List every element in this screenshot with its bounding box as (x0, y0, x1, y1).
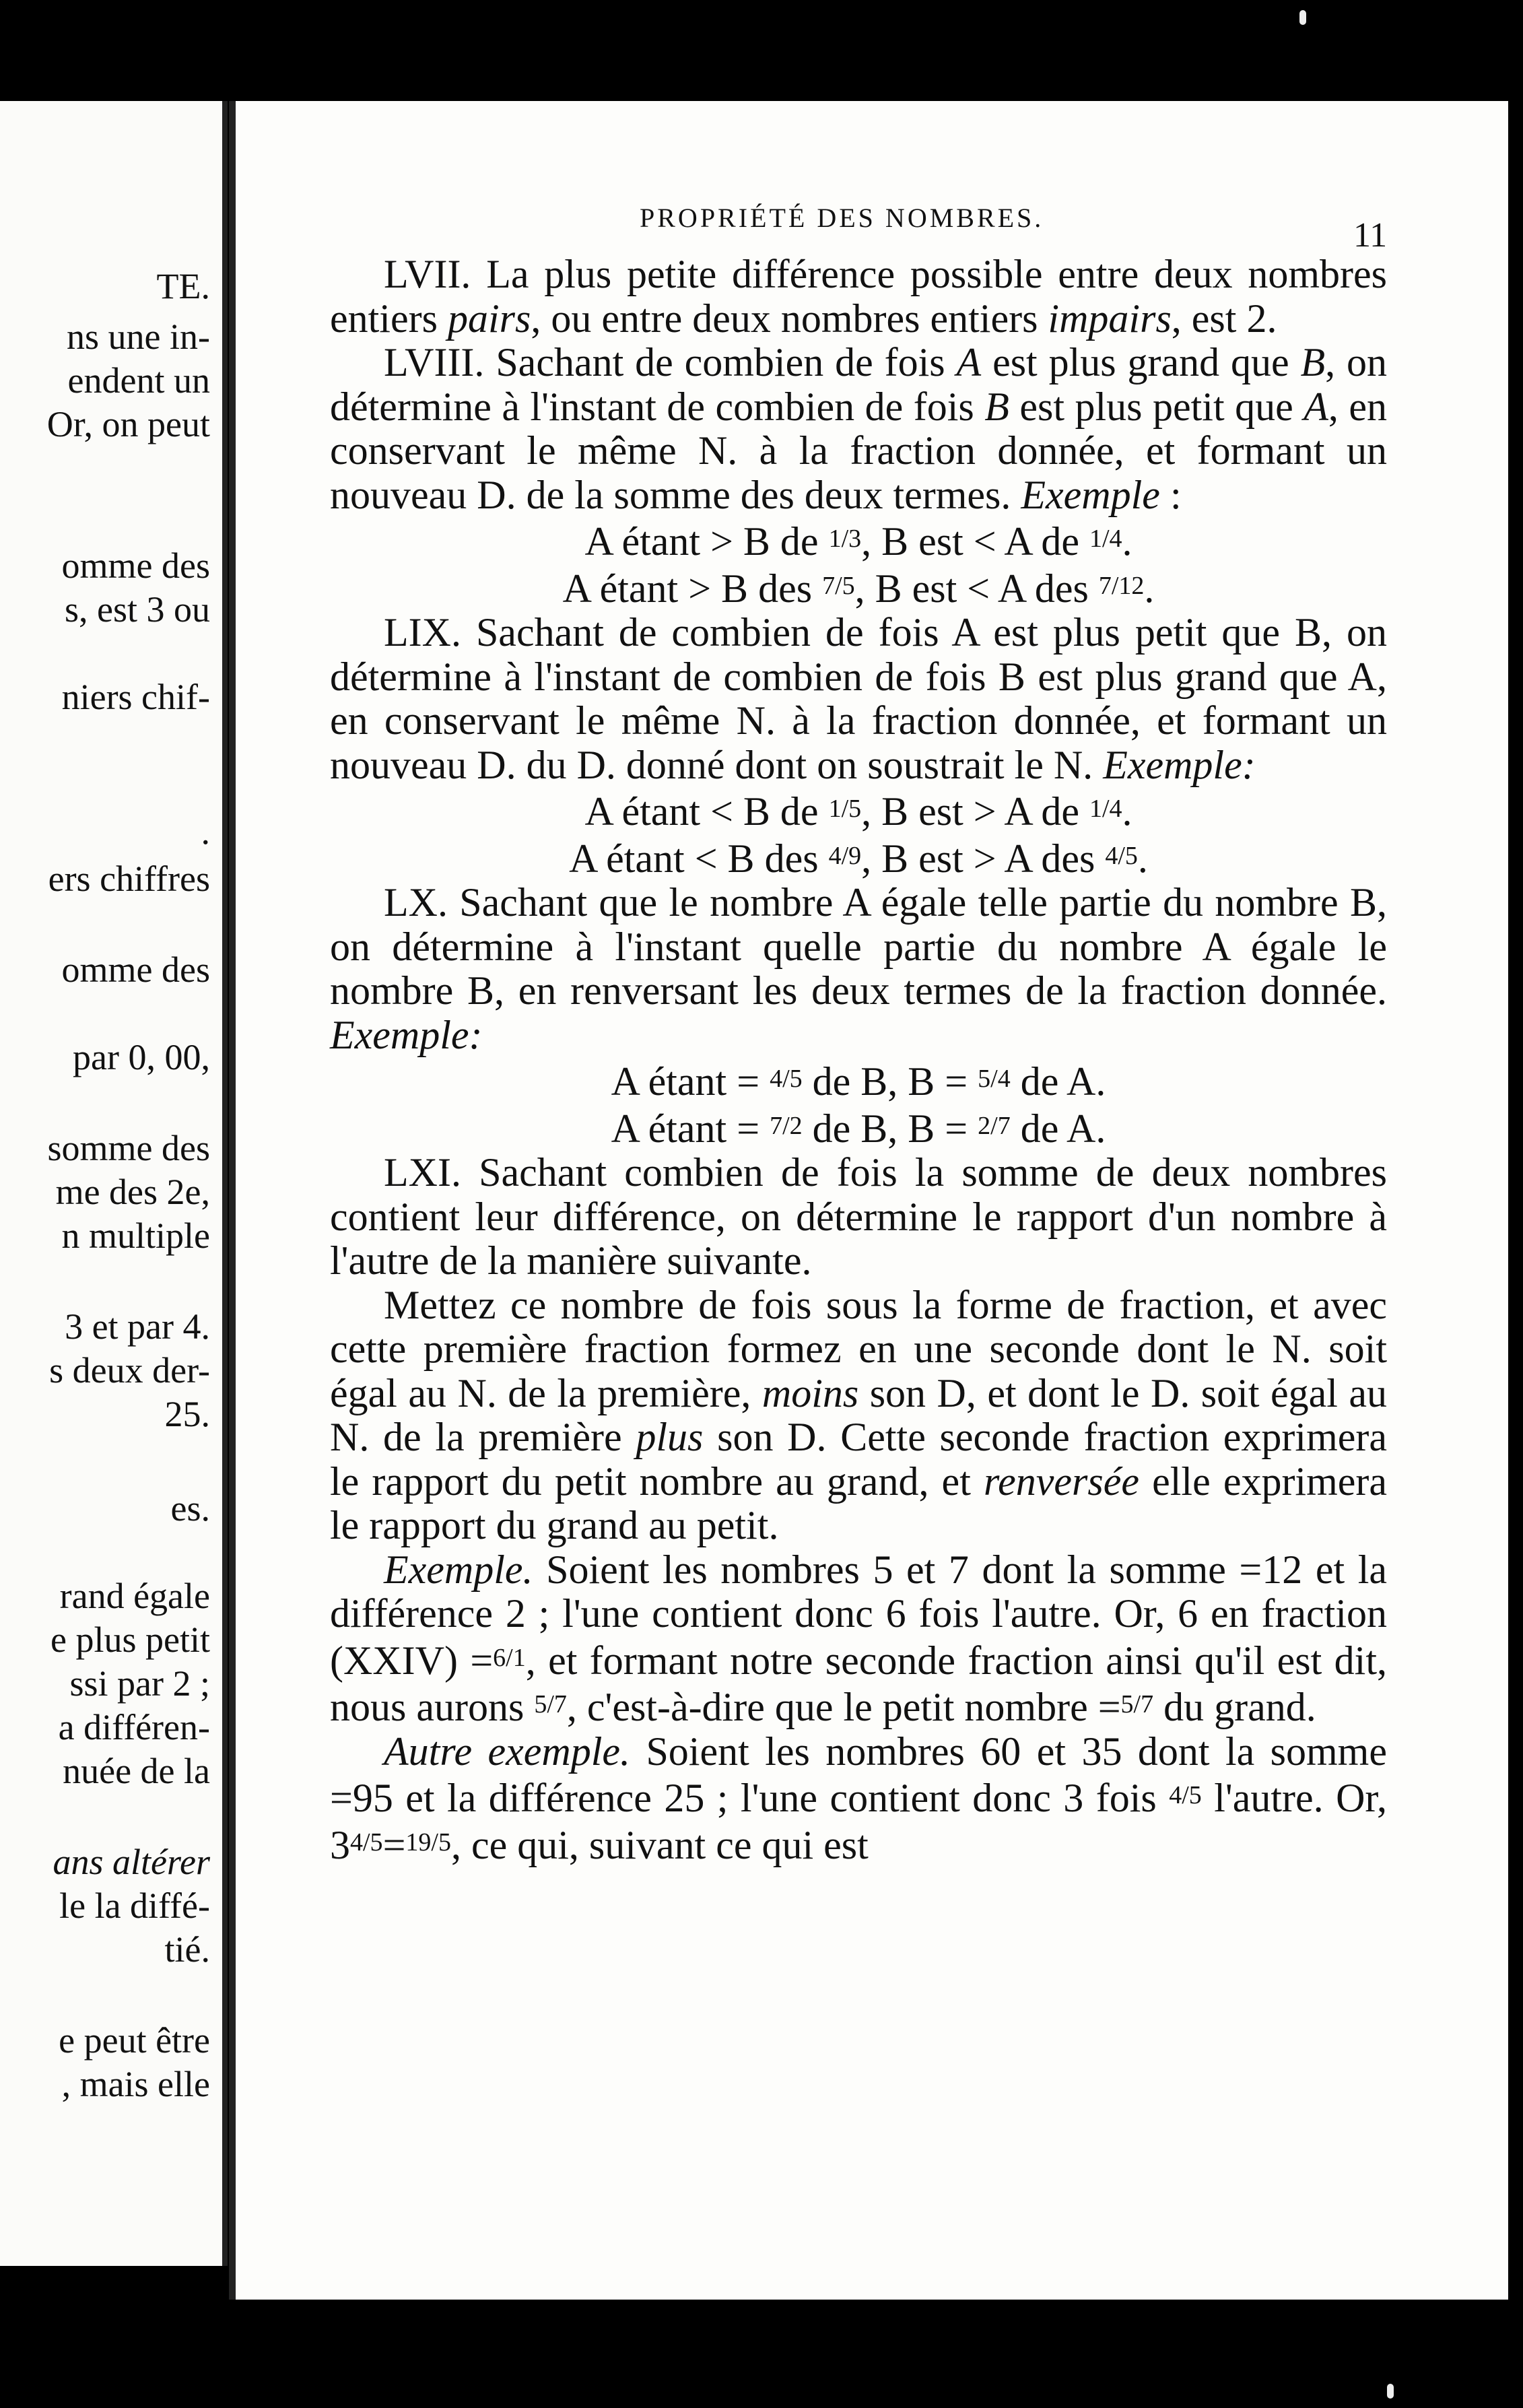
left-line: TE. (156, 266, 210, 306)
example-line: A étant = $^{7/2}$ de B, B = $^{2/7}$ de A. (611, 1106, 1106, 1151)
left-line: ssi par 2 ; (69, 1663, 210, 1704)
example-label: Autre exemple. (384, 1729, 631, 1774)
left-line: me des 2e, (55, 1172, 210, 1212)
example-label: Exemple: (1103, 742, 1256, 787)
page-number: 11 (1353, 216, 1388, 255)
paragraph-other-example: Autre exemple. Soient les nombres 60 et 35 dont la somme =95 et la différence 25 ; l'une contient donc 3 fois $^{4/5}$ l'autre. Or, $3^{4/5}=^{19/5}$, ce qui, suivant ce qui est (330, 1729, 1388, 1867)
fraction: 5/7 (534, 1690, 567, 1718)
example-line: A étant < B des $^{4/9}$, B est > A des $^{4/5}$. (569, 836, 1148, 881)
fraction: 4/5 (770, 1065, 803, 1093)
left-line: ans altérer (53, 1842, 210, 1882)
fraction: 19/5 (405, 1828, 451, 1857)
fraction: 1/4 (1089, 525, 1122, 553)
example-line: A étant > B des $^{7/5}$, B est < A des $^{7/12}$. (562, 566, 1155, 611)
fraction: 1/3 (828, 525, 862, 553)
left-line: a différen- (58, 1707, 210, 1747)
paragraph-example: Exemple. Soient les nombres 5 et 7 dont la somme =12 et la différence 2 ; l'une contient donc 6 fois l'autre. Or, 6 en fraction (XXIV) =$^{6/1}$, et formant notre seconde fraction ainsi qu'il est dit, nous aurons $^{5/7}$, c'est-à-dire que le petit nombre =$^{5/7}$ du grand. (330, 1547, 1388, 1729)
left-line: n multiple (61, 1215, 210, 1256)
left-line: le la diffé- (59, 1885, 210, 1926)
left-line: par 0, 00, (73, 1037, 210, 1077)
paragraph-lvii: LVII. La plus petite différence possible entre deux nombres entiers pairs, ou entre deux nombres entiers impairs, est 2. (330, 252, 1388, 341)
left-line: omme des (61, 545, 210, 586)
article-number: LIX. (384, 610, 461, 655)
article-number: LX. (384, 880, 448, 925)
fraction: 5/7 (1120, 1690, 1154, 1718)
scan-speck (1299, 10, 1306, 25)
left-line: rand égale (59, 1576, 210, 1616)
paragraph-lxi: LXI. Sachant combien de fois la somme de deux nombres contient leur différence, on détermine le rapport d'un nombre à l'autre de la manière suivante. (330, 1150, 1387, 1283)
fraction: 5/4 (978, 1065, 1011, 1093)
page-body (330, 253, 1387, 1867)
left-line: omme des (61, 949, 210, 990)
example-label: Exemple (1021, 472, 1160, 517)
fraction: 2/7 (978, 1111, 1011, 1140)
left-line: nuée de la (63, 1751, 210, 1791)
fraction: 7/12 (1098, 571, 1145, 600)
left-line: somme des (47, 1128, 210, 1168)
fraction: 4/9 (828, 841, 862, 870)
article-number: LXI. (384, 1150, 461, 1195)
article-number: LVIII. (384, 340, 485, 384)
left-line: e plus petit (50, 1619, 210, 1660)
paragraph-lviii: LVIII. Sachant de combien de fois A est plus grand que B, on détermine à l'instant de combien de fois B est plus petit que A, en conservant le même N. à la fraction donnée, et formant un nouveau D. de la somme des deux termes. Exemple : (330, 340, 1388, 517)
left-line: , mais elle (61, 2064, 210, 2104)
left-line: es. (170, 1488, 210, 1529)
left-line: 3 et par 4. (65, 1306, 210, 1347)
fraction: 4/5 (350, 1828, 383, 1857)
book-page (229, 101, 1508, 2300)
left-line: s, est 3 ou (65, 589, 210, 630)
paragraph-lix: LIX. Sachant de combien de fois A est plus petit que B, on détermine à l'instant de combien de fois B est plus grand que A, en conservant le même N. à la fraction donnée, et formant un nouveau D. du D. donné dont on soustrait le N. Exemple: (330, 610, 1388, 787)
example-label: Exemple. (384, 1547, 533, 1592)
fraction: 1/5 (828, 795, 862, 823)
left-line: ers chiffres (48, 859, 210, 899)
fraction: 7/2 (770, 1111, 803, 1140)
left-line: niers chif- (61, 677, 210, 717)
left-line: e peut être (59, 2020, 210, 2061)
left-page-fragment (0, 101, 228, 2266)
paragraph-lx: LX. Sachant que le nombre A égale telle partie du nombre B, on détermine à l'instant quelle partie du nombre A égale le nombre B, en renversant les deux termes de la fraction donnée. Exemple: (330, 880, 1387, 1057)
left-line: ns une in- (67, 316, 210, 357)
left-line: 25. (164, 1394, 210, 1434)
example-line: A étant < B de $^{1/5}$, B est > A de $^{1/4}$. (584, 789, 1132, 834)
fraction: 4/5 (1105, 841, 1138, 870)
fraction: 6/1 (493, 1643, 526, 1672)
running-header: PROPRIÉTÉ DES NOMBRES. (640, 203, 1044, 233)
fraction: 4/5 (1169, 1781, 1202, 1809)
scan-speck (1387, 2384, 1394, 2399)
example-label: Exemple: (330, 1012, 483, 1057)
fraction: 1/4 (1089, 795, 1122, 823)
article-number: LVII. (384, 252, 471, 296)
example-line: A étant = $^{4/5}$ de B, B = $^{5/4}$ de A. (611, 1059, 1106, 1104)
left-line: endent un (67, 360, 210, 401)
example-line: A étant > B de $^{1/3}$, B est < A de $^{1/4}$. (584, 519, 1132, 564)
left-line: . (201, 811, 210, 852)
left-line: Or, on peut (46, 404, 210, 444)
left-line: s deux der- (49, 1350, 210, 1391)
paragraph-rule: Mettez ce nombre de fois sous la forme de fraction, et avec cette première fraction formez en une seconde dont le N. soit égal au N. de la première, moins son D, et dont le D. soit égal au N. de la première plus son D. Cette seconde fraction exprimera le rapport du petit nombre au grand, et renversée elle exprimera le rapport du grand au petit. (330, 1282, 1388, 1547)
fraction: 7/5 (822, 571, 855, 600)
left-line: tié. (164, 1929, 210, 1970)
